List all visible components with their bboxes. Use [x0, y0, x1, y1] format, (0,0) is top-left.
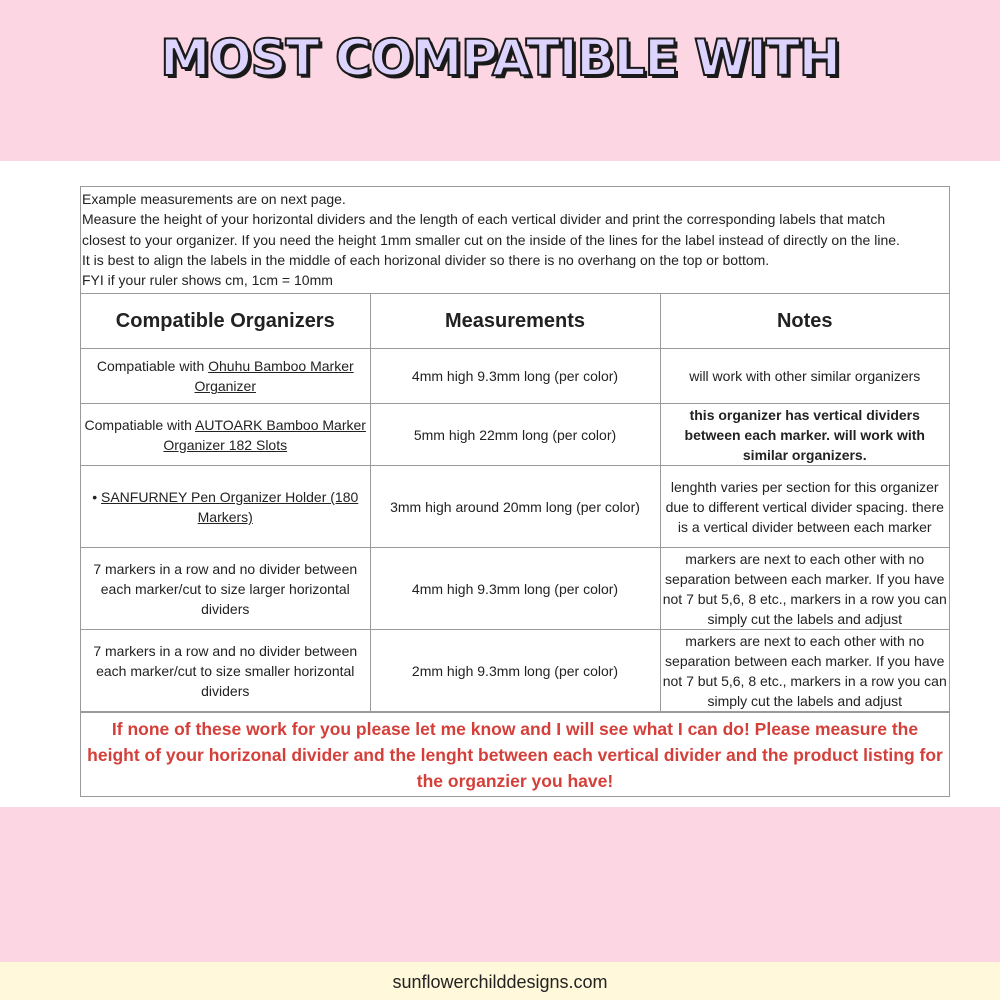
organizer-cell — [81, 349, 370, 404]
measurement-cell: 4mm high 9.3mm long (per color) — [370, 548, 660, 630]
help-note: If none of these work for you please let me know and I will see what I can do! Please measure the height of your horizonal divider and the lenght between each vertical divider and the product listing for the organzier you have! — [81, 712, 949, 796]
compatibility-sheet — [80, 186, 950, 797]
banner-title: MOST COMPATIBLE WITH — [160, 29, 840, 87]
column-header-notes: Notes — [660, 294, 949, 349]
bottom-pink-band — [0, 807, 1000, 962]
intro-text — [81, 187, 949, 294]
table-row — [81, 349, 949, 404]
notes-cell: markers are next to each other with no separation between each marker. If you have not 7 but 5,6, 8 etc., markers in a row you can simply cut the labels and adjust — [660, 630, 949, 712]
measurement-cell: 4mm high 9.3mm long (per color) — [370, 349, 660, 404]
organizer-cell — [81, 466, 370, 548]
intro-line: closest to your organizer. If you need the height 1mm smaller cut on the inside of the lines for the label instead of directly on the line. — [82, 231, 900, 248]
organizer-prefix: Compatiable with — [84, 416, 196, 433]
site-url[interactable]: sunflowerchilddesigns.com — [392, 972, 608, 992]
table-row — [81, 466, 949, 548]
column-header-organizers: Compatible Organizers — [81, 294, 370, 349]
table-row — [81, 630, 949, 712]
measurement-cell: 5mm high 22mm long (per color) — [370, 404, 660, 466]
organizer-prefix: Compatiable with — [96, 358, 209, 375]
table-header-row — [81, 294, 949, 349]
compatibility-table — [81, 294, 949, 712]
notes-cell: will work with other similar organizers — [660, 349, 949, 404]
intro-line: It is best to align the labels in the middle of each horizonal divider so there is no overhang on the top or bottom. — [82, 251, 770, 268]
organizer-cell: 7 markers in a row and no divider between each marker/cut to size larger horizontal dividers — [81, 548, 370, 630]
organizer-link[interactable]: AUTOARK Bamboo Marker Organizer 182 Slots — [163, 416, 366, 453]
column-header-measurements: Measurements — [370, 294, 660, 349]
notes-cell: this organizer has vertical dividers between each marker. will work with similar organizers. — [660, 404, 949, 466]
intro-line: Measure the height of your horizontal dividers and the length of each vertical divider and print the corresponding labels that match — [82, 211, 886, 228]
notes-cell: lenghth varies per section for this organizer due to different vertical divider spacing. there is a vertical divider between each marker — [660, 466, 949, 548]
table-row — [81, 404, 949, 466]
top-pink-band — [0, 0, 1000, 161]
intro-line: Example measurements are on next page. — [82, 191, 346, 207]
organizer-cell — [81, 404, 370, 466]
notes-cell: markers are next to each other with no separation between each marker. If you have not 7 but 5,6, 8 etc., markers in a row you can simply cut the labels and adjust — [660, 548, 949, 630]
table-row — [81, 548, 949, 630]
organizer-cell: 7 markers in a row and no divider between each marker/cut to size smaller horizontal dividers — [81, 630, 370, 712]
organizer-link[interactable]: SANFURNEY Pen Organizer Holder (180 Markers) — [101, 488, 359, 525]
intro-line: FYI if your ruler shows cm, 1cm = 10mm — [82, 272, 333, 289]
measurement-cell: 3mm high around 20mm long (per color) — [370, 466, 660, 548]
site-footer — [0, 962, 1000, 1000]
organizer-link[interactable]: Ohuhu Bamboo Marker Organizer — [194, 358, 354, 395]
organizer-prefix: • — [92, 488, 101, 505]
measurement-cell: 2mm high 9.3mm long (per color) — [370, 630, 660, 712]
